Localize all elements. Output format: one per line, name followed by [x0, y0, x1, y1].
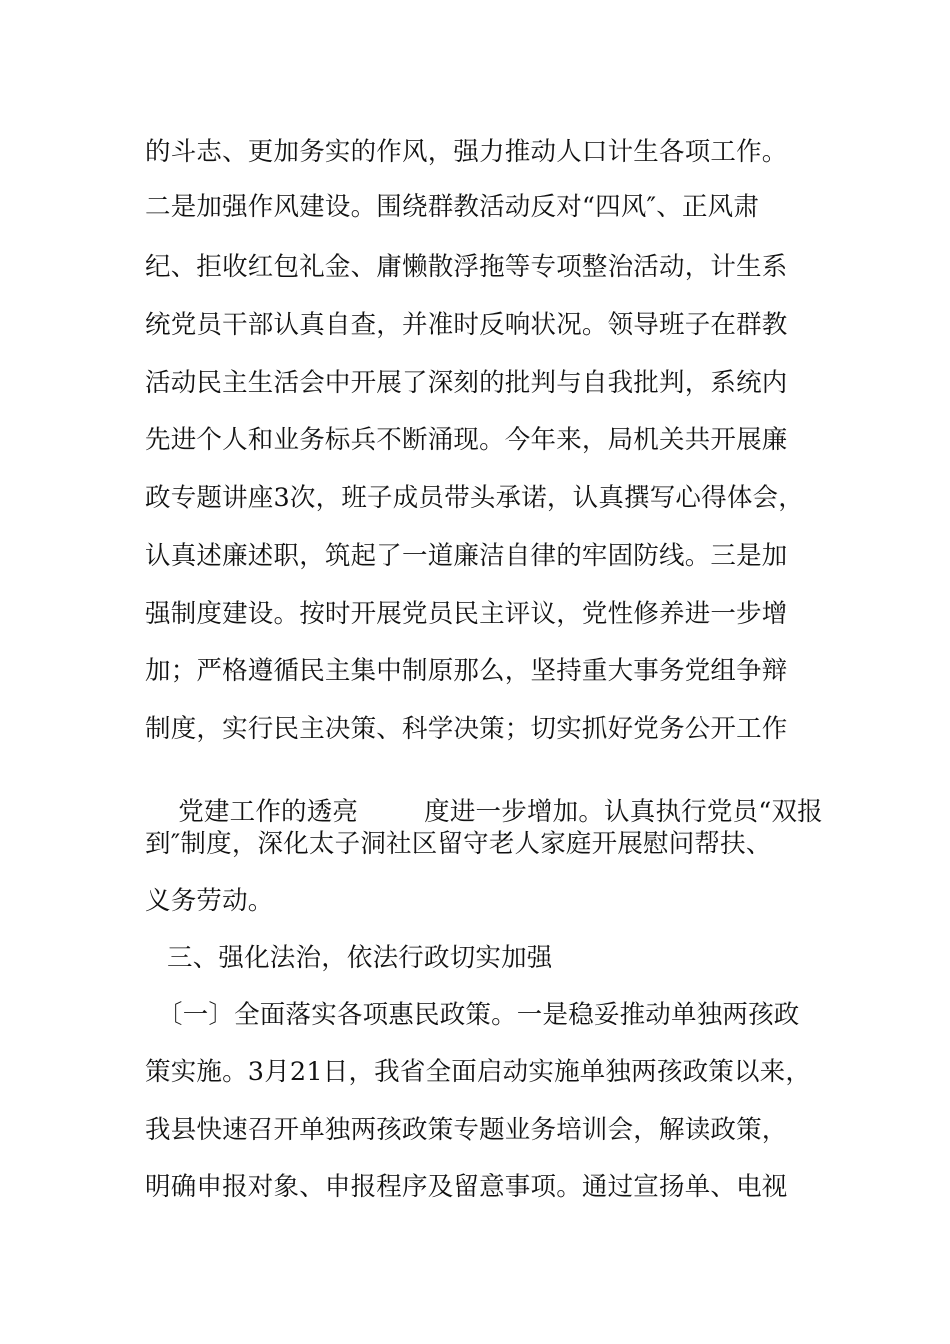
body-line: 明确申报对象、申报程序及留意事项。通过宣扬单、电视 — [145, 1172, 788, 1202]
body-line: 义务劳动。 — [145, 886, 274, 916]
body-line: 强制度建设。按时开展党员民主评议，党性修养进一步增 — [145, 599, 788, 629]
body-line: 二是加强作风建设。围绕群教活动反对“四风″、正风肃 — [145, 192, 760, 222]
body-line-part: 度进一步增加。认真执行党员“双报 — [424, 796, 823, 827]
subsection-first-line: 〔一〕全面落实各项惠民政策。一是稳妥推动单独两孩政 — [157, 1000, 800, 1030]
body-line: 到″制度，深化太子洞社区留守老人家庭开展慰问帮扶、 — [145, 829, 772, 859]
body-line: 活动民主生活会中开展了深刻的批判与自我批判，系统内 — [145, 368, 788, 398]
body-line: 政专题讲座3次，班子成员带头承诺，认真撰写心得体会， — [145, 483, 804, 513]
body-line: 纪、拒收红包礼金、庸懒散浮拖等专项整治活动，计生系 — [145, 252, 788, 282]
body-line: 的斗志、更加务实的作风，强力推动人口计生各项工作。 — [145, 137, 788, 167]
body-line: 我县快速召开单独两孩政策专题业务培训会，解读政策， — [145, 1115, 788, 1145]
body-line: 先进个人和业务标兵不断涌现。今年来，局机关共开展廉 — [145, 425, 788, 455]
body-line: 制度，实行民主决策、科学决策；切实抓好党务公开工作 — [145, 714, 788, 744]
body-line: 加；严格遵循民主集中制原那么，坚持重大事务党组争辩 — [145, 656, 788, 686]
body-line: 策实施。3月21日，我省全面启动实施单独两孩政策以来， — [145, 1057, 812, 1087]
body-line-part: 党建工作的透亮 — [178, 796, 359, 827]
body-line: 认真述廉述职，筑起了一道廉洁自律的牢固防线。三是加 — [145, 541, 788, 571]
section-heading: 三、强化法治，依法行政切实加强 — [167, 943, 553, 973]
body-line: 统党员干部认真自查，并准时反响状况。领导班子在群教 — [145, 310, 788, 340]
